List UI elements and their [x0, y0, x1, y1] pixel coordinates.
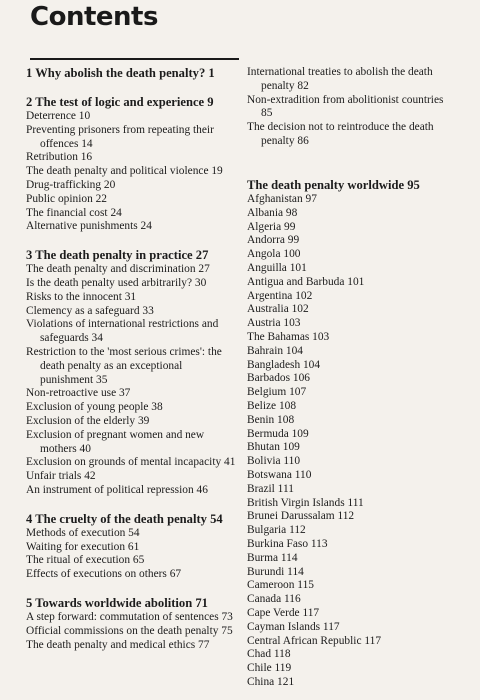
toc-entry[interactable]: International treaties to abolish the death penalty 82 [247, 66, 433, 92]
toc-entry[interactable]: Is the death penalty used arbitrarily? 30 [26, 276, 207, 289]
chapter-heading[interactable]: The death penalty worldwide 95 [247, 178, 420, 192]
toc-entry[interactable]: Methods of execution 54 [26, 526, 140, 539]
country-entry[interactable]: Anguilla 101 [247, 261, 307, 274]
contents-left-column [26, 66, 238, 652]
country-entry[interactable]: Burundi 114 [247, 565, 304, 578]
toc-entry[interactable]: A step forward: commutation of sentences 73 [26, 610, 233, 623]
toc-entry[interactable]: Exclusion of young people 38 [26, 401, 163, 414]
country-entry[interactable]: Austria 103 [247, 317, 301, 330]
chapter-heading[interactable]: 5 Towards worldwide abolition 71 [26, 595, 208, 610]
toc-entry[interactable]: Violations of international restrictions and safeguards 34 [26, 318, 219, 345]
toc-entry[interactable]: The death penalty and political violence 19 [26, 165, 223, 178]
country-entry[interactable]: China 121 [247, 675, 295, 688]
country-entry[interactable]: Central African Republic 117 [247, 634, 382, 647]
toc-entry[interactable]: Clemency as a safeguard 33 [26, 304, 154, 317]
country-entry[interactable]: Argentina 102 [247, 289, 313, 302]
toc-entry[interactable]: Public opinion 22 [26, 192, 108, 205]
toc-entry[interactable]: The decision not to reintroduce the death penalty 86 [247, 121, 434, 147]
country-entry[interactable]: Benin 108 [247, 413, 295, 426]
title-divider [30, 58, 239, 60]
page-title: Contents [30, 2, 158, 32]
country-entry[interactable]: Cayman Islands 117 [247, 620, 340, 633]
toc-entry[interactable]: Waiting for execution 61 [26, 540, 140, 553]
country-entry[interactable]: Cameroon 115 [247, 579, 314, 592]
country-entry[interactable]: Bermuda 109 [247, 427, 309, 440]
toc-entry[interactable]: Drug-trafficking 20 [26, 178, 116, 191]
toc-entry[interactable]: Exclusion of the elderly 39 [26, 414, 150, 427]
country-entry[interactable]: Belize 108 [247, 399, 297, 412]
country-entry[interactable]: Algeria 99 [247, 220, 296, 233]
country-entry[interactable]: Brunei Darussalam 112 [247, 510, 355, 523]
toc-entry[interactable]: Exclusion of pregnant women and new mothers 40 [26, 428, 205, 455]
toc-entry[interactable]: The ritual of execution 65 [26, 554, 145, 567]
toc-entry[interactable]: Official commissions on the death penalty 75 [26, 624, 233, 637]
country-entry[interactable]: Chad 118 [247, 648, 291, 661]
toc-entry[interactable]: Effects of executions on others 67 [26, 568, 182, 581]
chapter-heading[interactable]: 2 The test of logic and experience 9 [26, 95, 214, 109]
country-entry[interactable]: Afghanistan 97 [247, 193, 317, 205]
country-entry[interactable]: Burkina Faso 113 [247, 537, 328, 550]
country-entry[interactable]: Bulgaria 112 [247, 524, 306, 537]
toc-entry[interactable]: Non-retroactive use 37 [26, 387, 131, 400]
country-entry[interactable]: Angola 100 [247, 248, 301, 261]
chapter-heading[interactable]: 3 The death penalty in practice 27 [26, 248, 209, 263]
country-entry[interactable]: Antigua and Barbuda 101 [247, 275, 365, 288]
country-entry[interactable]: Bangladesh 104 [247, 358, 321, 371]
toc-entry[interactable]: Exclusion on grounds of mental incapacity 41 [26, 456, 236, 469]
toc-entry[interactable]: Restriction to the 'most serious crimes': the death penalty as an exceptional punishment 35 [26, 345, 222, 386]
country-entry[interactable]: Botswana 110 [247, 468, 312, 481]
toc-entry[interactable]: Retribution 16 [26, 151, 93, 164]
chapter-heading[interactable]: 1 Why abolish the death penalty? 1 [26, 66, 215, 80]
country-entry[interactable]: Bahrain 104 [247, 344, 303, 357]
toc-entry[interactable]: Risks to the innocent 31 [26, 290, 137, 303]
country-entry[interactable]: Chile 119 [247, 662, 292, 675]
toc-entry[interactable]: Non-extradition from abolitionist countries 85 [247, 93, 444, 120]
country-entry[interactable]: Brazil 111 [247, 482, 294, 495]
contents-right-column-top [247, 66, 452, 149]
toc-entry[interactable]: Preventing prisoners from repeating their offences 14 [26, 123, 214, 150]
country-entry[interactable]: Albania 98 [247, 206, 298, 219]
toc-entry[interactable]: Deterrence 10 [26, 110, 91, 122]
country-entry[interactable]: The Bahamas 103 [247, 330, 330, 343]
toc-entry[interactable]: The death penalty and discrimination 27 [26, 263, 210, 276]
country-entry[interactable]: Canada 116 [247, 593, 301, 606]
toc-entry[interactable]: The financial cost 24 [26, 206, 122, 219]
chapter-heading[interactable]: 4 The cruelty of the death penalty 54 [26, 511, 223, 526]
toc-entry[interactable]: Unfair trials 42 [26, 470, 96, 483]
toc-entry[interactable]: Alternative punishments 24 [26, 220, 152, 233]
contents-right-column-countries [247, 178, 452, 690]
country-entry[interactable]: Bolivia 110 [247, 455, 301, 468]
toc-entry[interactable]: An instrument of political repression 46 [26, 483, 208, 496]
toc-entry[interactable]: The death penalty and medical ethics 77 [26, 638, 210, 651]
country-entry[interactable]: Bhutan 109 [247, 441, 300, 454]
country-entry[interactable]: Belgium 107 [247, 386, 307, 399]
country-entry[interactable]: Cape Verde 117 [247, 606, 320, 619]
country-entry[interactable]: Andorra 99 [247, 234, 300, 247]
country-entry[interactable]: Burma 114 [247, 551, 298, 564]
country-entry[interactable]: British Virgin Islands 111 [247, 496, 364, 509]
country-entry[interactable]: Barbados 106 [247, 372, 310, 385]
country-entry[interactable]: Australia 102 [247, 303, 309, 316]
